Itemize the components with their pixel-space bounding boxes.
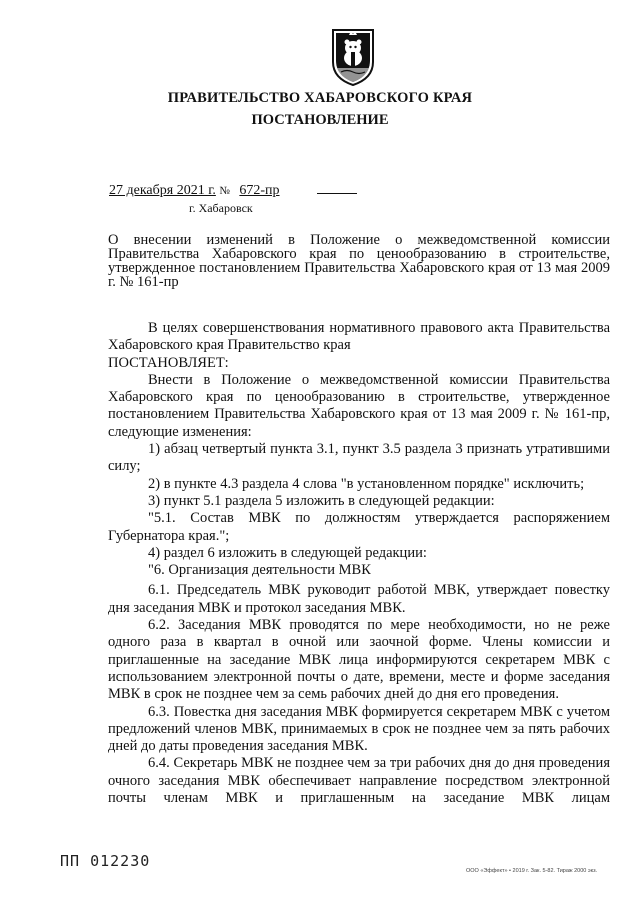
paragraph-6-4: 6.4. Секретарь МВК не позднее чем за три рабочих дня до дня проведения очного заседания МВК обеспечивает направление посредством электронной почты членам МВК и приглашенным на заседание МВК лицам (108, 755, 610, 807)
main-paragraph: Внести в Положение о межведомственной комиссии Правительства Хабаровского края по ценообразованию в строительстве, утвержденное постановлением Правительства Хабаровского края от 13 мая 2009 г. № 161-пр, следующие изменения: (108, 371, 610, 440)
number-label: № (219, 185, 230, 197)
list-item-4: 4) раздел 6 изложить в следующей редакции: (148, 544, 427, 561)
list-item-1: 1) абзац четвертый пункта 3.1, пункт 3.5 раздела 3 признать утратившими силу; (108, 441, 610, 475)
date-number-line (109, 183, 357, 199)
list-item-2: 2) в пункте 4.3 раздела 4 слова "в установленном порядке" исключить; (148, 475, 585, 492)
paragraph-6-1: 6.1. Председатель МВК руководит работой МВК, утверждает повестку дня заседания МВК и протокол заседания МВК. (108, 582, 610, 616)
government-title: ПРАВИТЕЛЬСТВО ХАБАРОВСКОГО КРАЯ (167, 90, 473, 106)
list-item-3-quote: "5.1. Состав МВК по должностям утверждается распоряжением Губернатора края."; (108, 510, 610, 544)
printer-imprint: ООО «Эффект» • 2019 г. Зак. 5-82. Тираж 2000 экз. (466, 868, 598, 874)
decree-word: ПОСТАНОВЛЯЕТ: (108, 354, 229, 371)
document-body (108, 320, 610, 807)
paragraph-6-2: 6.2. Заседания МВК проводятся по мере необходимости, но не реже одного раза в квартал в очной или заочной форме. Члены комиссии и приглашенные на заседание МВК лица информируются секретарем МВК с использованием электронной почты о дате, времени, месте и форме заседания МВК в срок не позднее чем за семь рабочих дней до дня его проведения. (108, 617, 610, 703)
form-code: ПП 012230 (60, 852, 151, 870)
section-6-heading: "6. Организация деятельности МВК (148, 562, 371, 579)
list-item-3: 3) пункт 5.1 раздела 5 изложить в следующей редакции: (148, 492, 495, 509)
document-type: ПОСТАНОВЛЕНИЕ (251, 112, 389, 128)
document-date: 27 декабря 2021 г. (109, 183, 216, 198)
number-underline (317, 192, 357, 194)
document-subject: О внесении изменений в Положение о межведомственной комиссии Правительства Хабаровского края по ценообразованию в строительстве, утвержденное постановлением Правительства Хабаровского края от 13 мая 2009 г. № 161-пр (108, 232, 610, 290)
city-name: г. Хабаровск (189, 201, 253, 215)
document-number: 672-пр (239, 183, 280, 198)
intro-paragraph: В целях совершенствования нормативного правового акта Правительства Хабаровского края Правительство края (108, 320, 610, 354)
coat-of-arms-icon (331, 28, 375, 86)
paragraph-6-3: 6.3. Повестка дня заседания МВК формируется секретарем МВК с учетом предложений членов МВК, принимаемых в срок не позднее чем за пять рабочих дней до даты проведения заседания МВК. (108, 703, 610, 755)
